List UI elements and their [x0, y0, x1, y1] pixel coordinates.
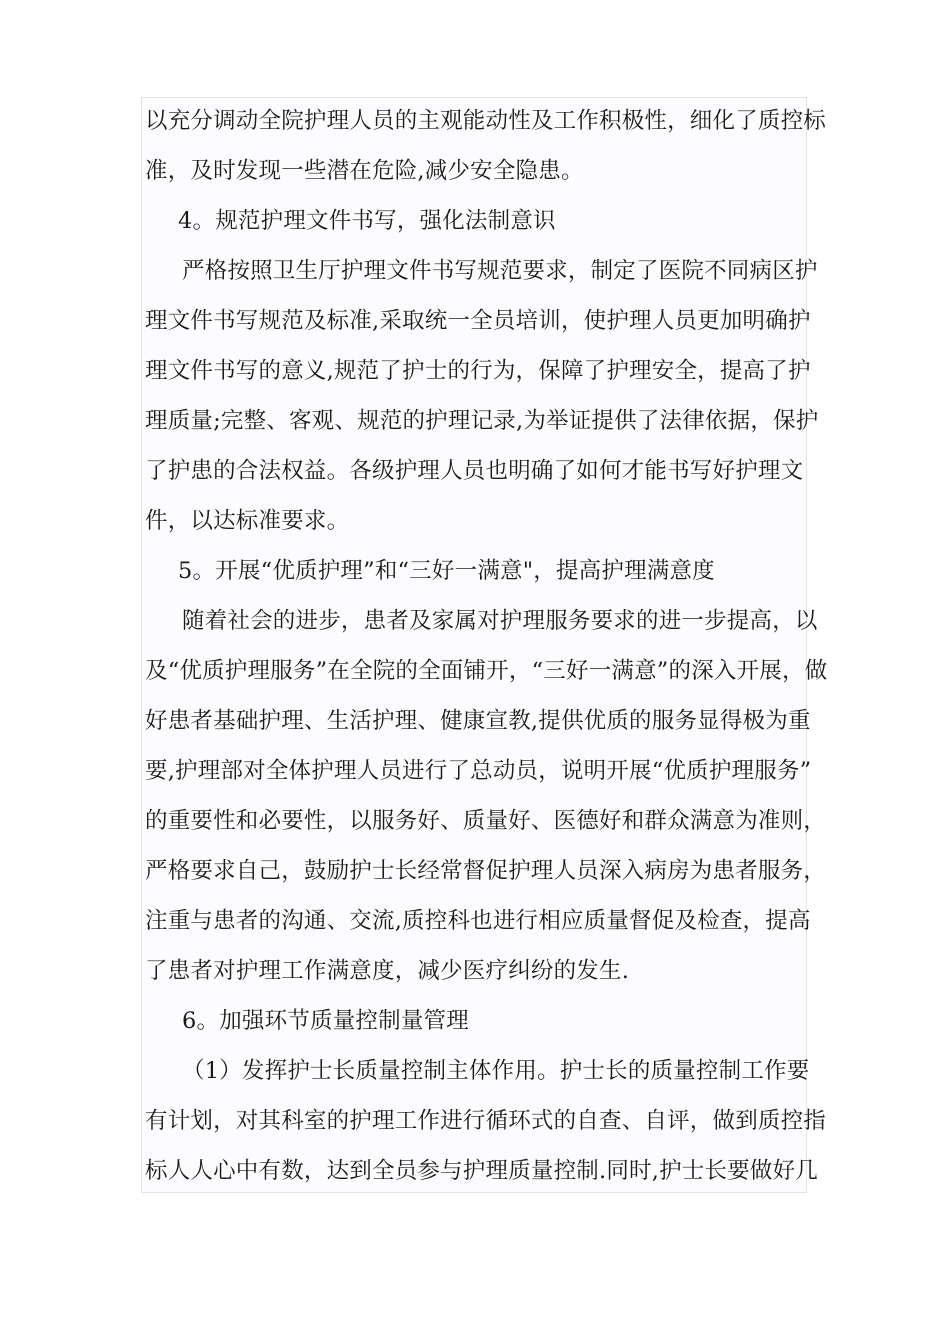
paragraph-line: 随着社会的进步，患者及家属对护理服务要求的进一步提高，以 — [182, 608, 818, 634]
paragraph-line: 以充分调动全院护理人员的主观能动性及工作积极性，细化了质控标 — [145, 108, 827, 134]
paragraph-line: 注重与患者的沟通、交流,质控科也进行相应质量督促及检查，提高 — [145, 908, 811, 934]
paragraph-line: 件，以达标准要求。 — [145, 508, 350, 534]
paragraph-line: 准，及时发现一些潜在危险,减少安全隐患。 — [145, 158, 584, 184]
section-heading: 6。加强环节质量控制量管理 — [182, 1008, 469, 1034]
paragraph-line: 的重要性和必要性，以服务好、质量好、医德好和群众满意为准则， — [145, 808, 827, 834]
paragraph-line: 要,护理部对全体护理人员进行了总动员，说明开展“优质护理服务” — [145, 758, 812, 784]
section-heading: 4。规范护理文件书写，强化法制意识 — [178, 208, 556, 234]
paragraph-line: 好患者基础护理、生活护理、健康宣教,提供优质的服务显得极为重 — [145, 708, 811, 734]
paragraph-line: 有计划，对其科室的护理工作进行循环式的自查、自评，做到质控指 — [145, 1108, 827, 1134]
paragraph-line: 严格按照卫生厅护理文件书写规范要求，制定了医院不同病区护 — [182, 258, 818, 284]
paragraph-line: 理文件书写规范及标准,采取统一全员培训，使护理人员更加明确护 — [145, 308, 811, 334]
paragraph-line: 了护患的合法权益。各级护理人员也明确了如何才能书写好护理文 — [145, 458, 804, 484]
section-heading: 5。开展“优质护理”和“三好一满意"，提高护理满意度 — [178, 558, 715, 584]
paragraph-line: 理文件书写的意义,规范了护士的行为，保障了护理安全，提高了护 — [145, 358, 811, 384]
paragraph-line: 理质量;完整、客观、规范的护理记录,为举证提供了法律依据，保护 — [145, 408, 819, 434]
paragraph-line: （1）发挥护士长质量控制主体作用。护士长的质量控制工作要 — [182, 1058, 810, 1084]
paragraph-line: 标人人心中有数，达到全员参与护理质量控制.同时,护士长要做好几 — [145, 1158, 819, 1184]
paragraph-line: 严格要求自己，鼓励护士长经常督促护理人员深入病房为患者服务， — [145, 858, 827, 884]
paragraph-line: 及“优质护理服务”在全院的全面铺开，“三好一满意”的深入开展，做 — [145, 658, 828, 684]
paragraph-line: 了患者对护理工作满意度，减少医疗纠纷的发生. — [145, 958, 630, 984]
